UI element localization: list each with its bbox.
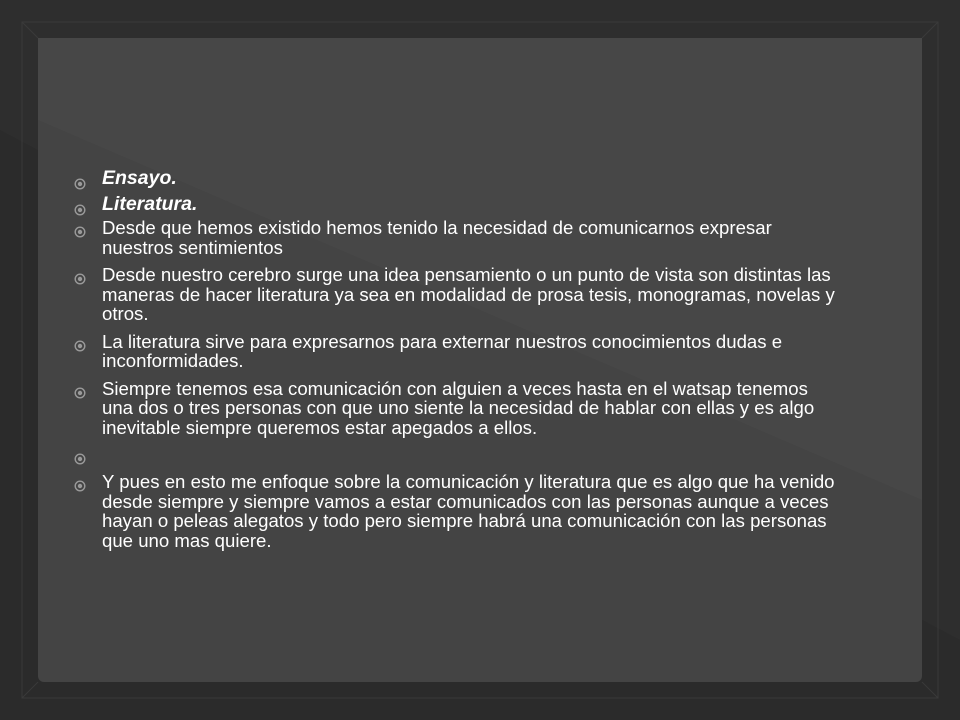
bullet-target-icon <box>74 476 86 488</box>
bullet-item <box>66 332 836 371</box>
bullet-text: Ensayo. <box>102 167 177 189</box>
bullet-text: Literatura. <box>102 193 198 215</box>
bullet-target-icon <box>74 172 86 184</box>
bullet-item <box>66 472 836 550</box>
bullet-item <box>66 192 836 216</box>
bullet-item <box>66 166 836 190</box>
bullet-target-icon <box>74 198 86 210</box>
bullet-target-icon <box>74 222 86 234</box>
bullet-text: Y pues en esto me enfoque sobre la comunicación y literatura que es algo que ha venido desde siempre y siempre vamos a estar comunicados con las personas aunque a veces hayan o peleas alegatos y todo pero siempre habrá una comunicación con las personas que uno mas quiere. <box>102 471 835 551</box>
bullet-text: Desde nuestro cerebro surge una idea pensamiento o un punto de vista son distintas las maneras de hacer literatura ya sea en modalidad de prosa tesis, monogramas, novelas y otros. <box>102 264 835 324</box>
bullet-text: Desde que hemos existido hemos tenido la necesidad de comunicarnos expresar nuestros sentimientos <box>102 217 772 258</box>
bullet-item <box>66 379 836 438</box>
bullet-item <box>66 445 836 464</box>
bullet-text: Siempre tenemos esa comunicación con alguien a veces hasta en el watsap tenemos una dos o tres personas con que uno siente la necesidad de hablar con ellas y es algo inevitable siempre queremos estar apegados a ellos. <box>102 377 815 438</box>
bullet-target-icon <box>74 269 86 281</box>
bullet-item <box>66 265 836 324</box>
bullet-target-icon <box>74 383 86 395</box>
bullet-target-icon <box>74 336 86 348</box>
bullet-list <box>66 166 836 558</box>
bullet-item <box>66 218 836 257</box>
bullet-target-icon <box>74 449 86 461</box>
bullet-text: La literatura sirve para expresarnos para externar nuestros conocimientos dudas e inconformidades. <box>102 330 783 371</box>
